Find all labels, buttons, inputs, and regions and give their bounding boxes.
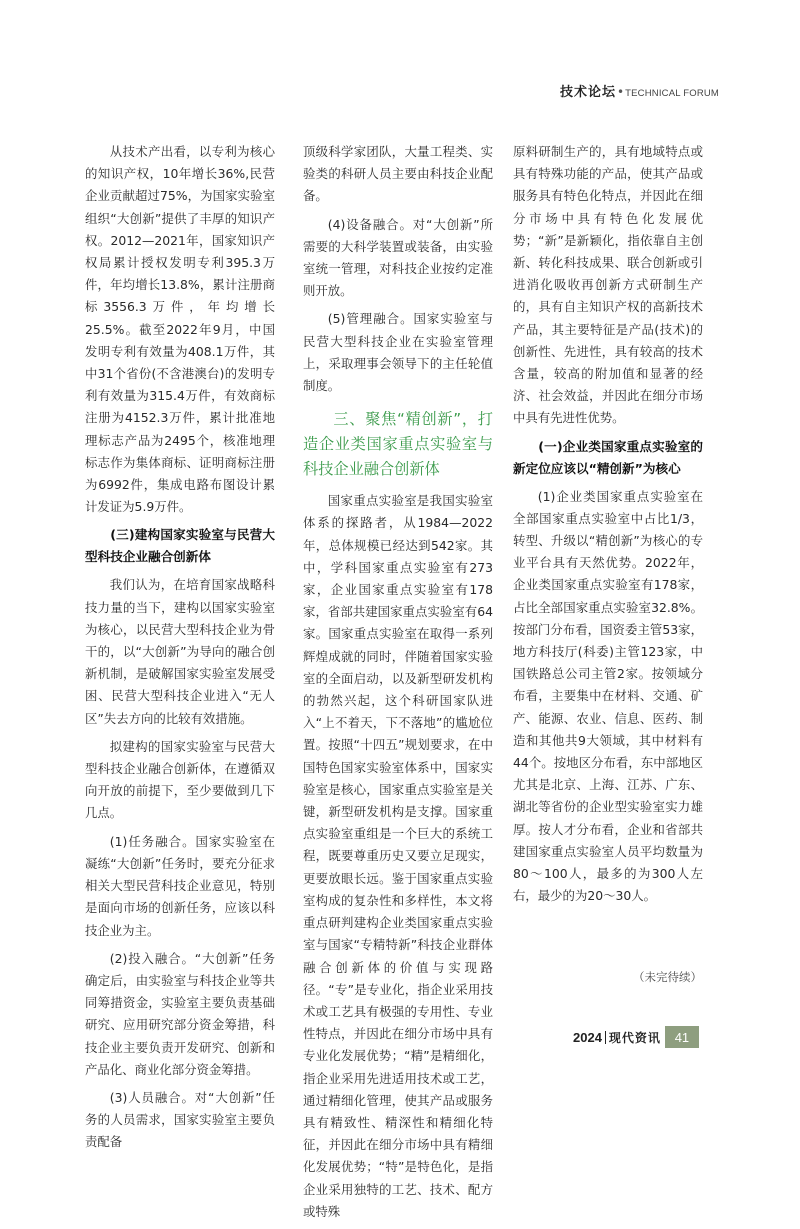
section-title-en: TECHNICAL FORUM [625,88,720,99]
paragraph-ip-stats: 从技术产出看，以专利为核心的知识产权，10年增长36%,民营企业贡献超过75%，为国家实验室组织“大创新”提供了丰厚的知识产权。2012—2021年，国家知识产权局累计授权发明专利395.3万件，年均增长13.8%，累计注册商标3556.3万件，年均增长25.5%。截至2022年9月，中国发明专利有效量为408.1万件，其中31个省份(不含港澳台)的发明专利有效量为315.4万件，有效商标注册为4152.3万件，累计批准地理标志产品为2495个，核准地理标志作为集体商标、证明商标注册为6992件，集成电路布图设计累计发证为5.9万件。 [85,144,275,515]
paragraph-premise: 拟建构的国家实验室与民营大型科技企业融合创新体，在遵循双向开放的前提下，至少要做到几下几点。 [85,738,275,821]
column-1 [85,141,275,1160]
paragraph-key-labs: 国家重点实验室是我国实验室体系的探路者，从1984—2022年，总体规模已经达到542家。其中，学科国家重点实验室有273家，企业国家重点实验室有178家，省部共建国家重点实验室有64家。国家重点实验室在取得一系列辉煌成就的同时，伴随着国家实验室的全面启动，以及新型研发机构的勃然兴起，这个科研国家队进入“上不着天，下不落地”的尴尬位置。按照“十四五”规划要求，在中国特色国家实验室体系中，国家实验室是核心，国家重点实验室是关键，新型研发机构是支撑。国家重点实验室重组是一个巨大的系统工程，既要尊重历史又要立足现实，更要放眼长远。鉴于国家重点实验室构成的复杂性和多样性，本文将重点研判建构企业类国家重点实验室与国家“专精特新”科技企业群体融合创新体的价值与实现路径。“专”是专业化，指企业采用技术或工艺具有极强的专用性、专业性特点，并因此在细分市场中具有专业化发展优势；“精”是精细化，指企业采用先进适用技术或工艺，通过精细化管理，使其产品或服务具有精致性、精深性和精细化特征，并因此在细分市场中具有精细化发展优势；“特”是特色化，是指企业采用独特的工艺、技术、配方或特殊 [303,493,493,1219]
column-2 [303,141,493,1229]
paragraph-personnel-cont: 顶级科学家团队，大量工程类、实验类的科研人员主要由科技企业配备。 [303,144,493,204]
paragraph-enterprise-labs: (1)企业类国家重点实验室在全部国家重点实验室中占比1/3，转型、升级以“精创新”为核心的专业平台具有天然优势。2022年，企业类国家重点实验室有178家，占比全部国家重点实验室32.8%。按部门分布看，国资委主管53家，地方科技厅(科委)主管123家，中国铁路总公司主管2家。按领域分布看，主要集中在材料、交通、矿产、能源、农业、信息、医药、制造和其他共9大领域，其中材料有44个。按地区分布看，东中部地区尤其是北京、上海、江苏、广东、湖北等省份的企业型实验室实力雄厚。按人才分布看，企业和省部共建国家重点实验室人员平均数量为80～100人，最多的为300人左右，最少的为20～30人。 [513,488,703,904]
paragraph-personnel-fusion: (3)人员融合。对“大创新”任务的人员需求，国家实验室主要负责配备 [85,1089,275,1150]
footer-divider [605,1031,606,1044]
paragraph-equipment-fusion: (4)设备融合。对“大创新”所需要的大科学装置或装备，由实验室统一管理，对科技企业按约定准则开放。 [303,216,493,299]
running-header [560,82,720,102]
subheading-national-lab-fusion: (三)建构国家实验室与民营大型科技企业融合创新体 [85,527,275,565]
header-separator: • [617,85,625,99]
page-number: 41 [665,1026,699,1048]
paragraph-key-labs-cont: 原料研制生产的，具有地域特点或具有特殊功能的产品，使其产品或服务具有特色化特点，并因此在细分市场中具有特色化发展优势；“新”是新颖化，指依靠自主创新、转化科技成果、联合创新或引进消化吸收再创新方式研制生产的，具有自主知识产权的高新技术产品，其主要特征是产品(技术)的创新性、先进性，具有较高的技术含量，较高的附加值和显著的经济、社会效益，并因此在细分市场中具有先进性优势。 [513,144,703,426]
footer-year: 2024 [573,1029,602,1045]
paragraph-task-fusion: (1)任务融合。国家实验室在凝练“大创新”任务时，要充分征求相关大型民营科技企业意见，特别是面向市场的创新任务，应该以科技企业为主。 [85,833,275,938]
paragraph-investment-fusion: (2)投入融合。“大创新”任务确定后，由实验室与科技企业等共同筹措资金，实验室主要负责基础研究、应用研究部分资金筹措，科技企业主要负责开发研究、创新和产品化、商业化部分资金筹措。 [85,950,275,1077]
section-title-cn: 技术论坛 [560,85,617,100]
section-heading-three: 三、聚焦“精创新”，打造企业类国家重点实验室与科技企业融合创新体 [303,410,493,479]
page-footer [573,1026,699,1048]
to-be-continued: （未完待续） [633,970,702,984]
paragraph-management-fusion: (5)管理融合。国家实验室与民营大型科技企业在实验室管理上，采取理事会领导下的主任轮值制度。 [303,311,493,394]
magazine-name: 现代资讯 [608,1030,661,1045]
paragraph-opinion: 我们认为，在培育国家战略科技力量的当下，建构以国家实验室为核心，以民营大型科技企业为骨干的，以“大创新”为导向的融合创新机制，是破解国家实验室发展受困、民营大型科技企业进入“无人区”失去方向的比较有效措施。 [85,577,275,726]
subheading-new-positioning: (一)企业类国家重点实验室的新定位应该以“精创新”为核心 [513,438,703,476]
column-3 [513,141,703,914]
